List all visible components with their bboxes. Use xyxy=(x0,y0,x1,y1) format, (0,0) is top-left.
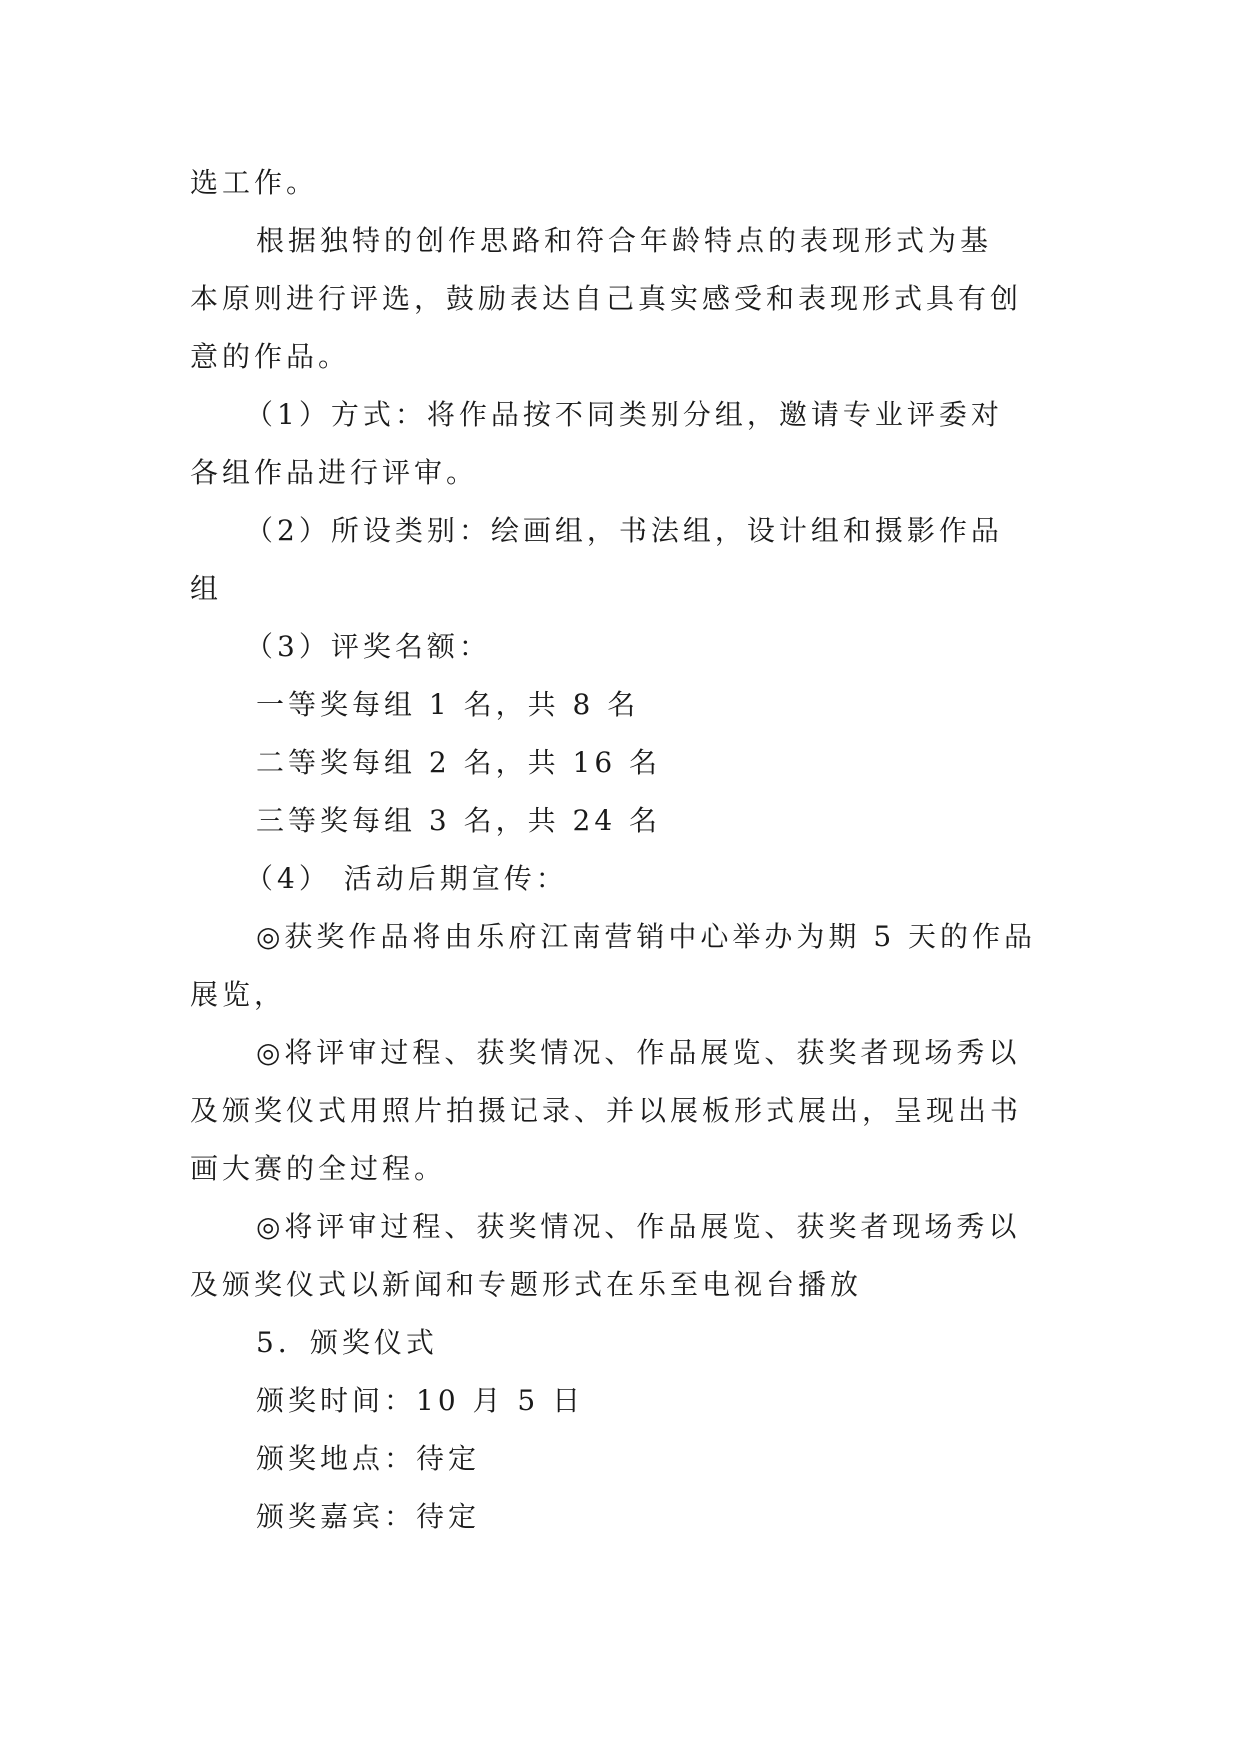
bullet-tv-broadcast: ◎将评审过程、获奖情况、作品展览、获奖者现场秀以 xyxy=(256,1210,1021,1243)
award-first-prize: 一等奖每组 1 名，共 8 名 xyxy=(256,688,640,721)
text-line: 意的作品。 xyxy=(190,340,351,373)
paragraph-first-line: 根据独特的创作思路和符合年龄特点的表现形式为基 xyxy=(256,224,993,257)
list-item-publicity: （4） 活动后期宣传： xyxy=(245,862,568,895)
text-line: 组 xyxy=(190,572,223,605)
text-line: 选工作。 xyxy=(190,166,319,199)
list-item-method: （1）方式：将作品按不同类别分组，邀请专业评委对 xyxy=(245,398,1003,431)
text-line: 展览， xyxy=(190,978,287,1011)
bullet-photo-record: ◎将评审过程、获奖情况、作品展览、获奖者现场秀以 xyxy=(256,1036,1021,1069)
text-line: 各组作品进行评审。 xyxy=(190,456,479,489)
text-line: 及颁奖仪式以新闻和专题形式在乐至电视台播放 xyxy=(190,1268,863,1301)
award-second-prize: 二等奖每组 2 名，共 16 名 xyxy=(256,746,662,779)
ceremony-location: 颁奖地点：待定 xyxy=(256,1442,481,1475)
text-line: 及颁奖仪式用照片拍摄记录、并以展板形式展出，呈现出书 xyxy=(190,1094,1023,1127)
section-heading-award-ceremony: 5．颁奖仪式 xyxy=(256,1326,438,1359)
text-line: 画大赛的全过程。 xyxy=(190,1152,447,1185)
award-third-prize: 三等奖每组 3 名，共 24 名 xyxy=(256,804,662,837)
list-item-categories: （2）所设类别：绘画组，书法组，设计组和摄影作品 xyxy=(245,514,1003,547)
ceremony-guests: 颁奖嘉宾：待定 xyxy=(256,1500,481,1533)
ceremony-time: 颁奖时间：10 月 5 日 xyxy=(256,1384,585,1417)
text-line: 本原则进行评选，鼓励表达自己真实感受和表现形式具有创 xyxy=(190,282,1023,315)
list-item-award-quota: （3）评奖名额： xyxy=(245,630,491,663)
bullet-exhibition: ◎获奖作品将由乐府江南营销中心举办为期 5 天的作品 xyxy=(256,920,1037,953)
